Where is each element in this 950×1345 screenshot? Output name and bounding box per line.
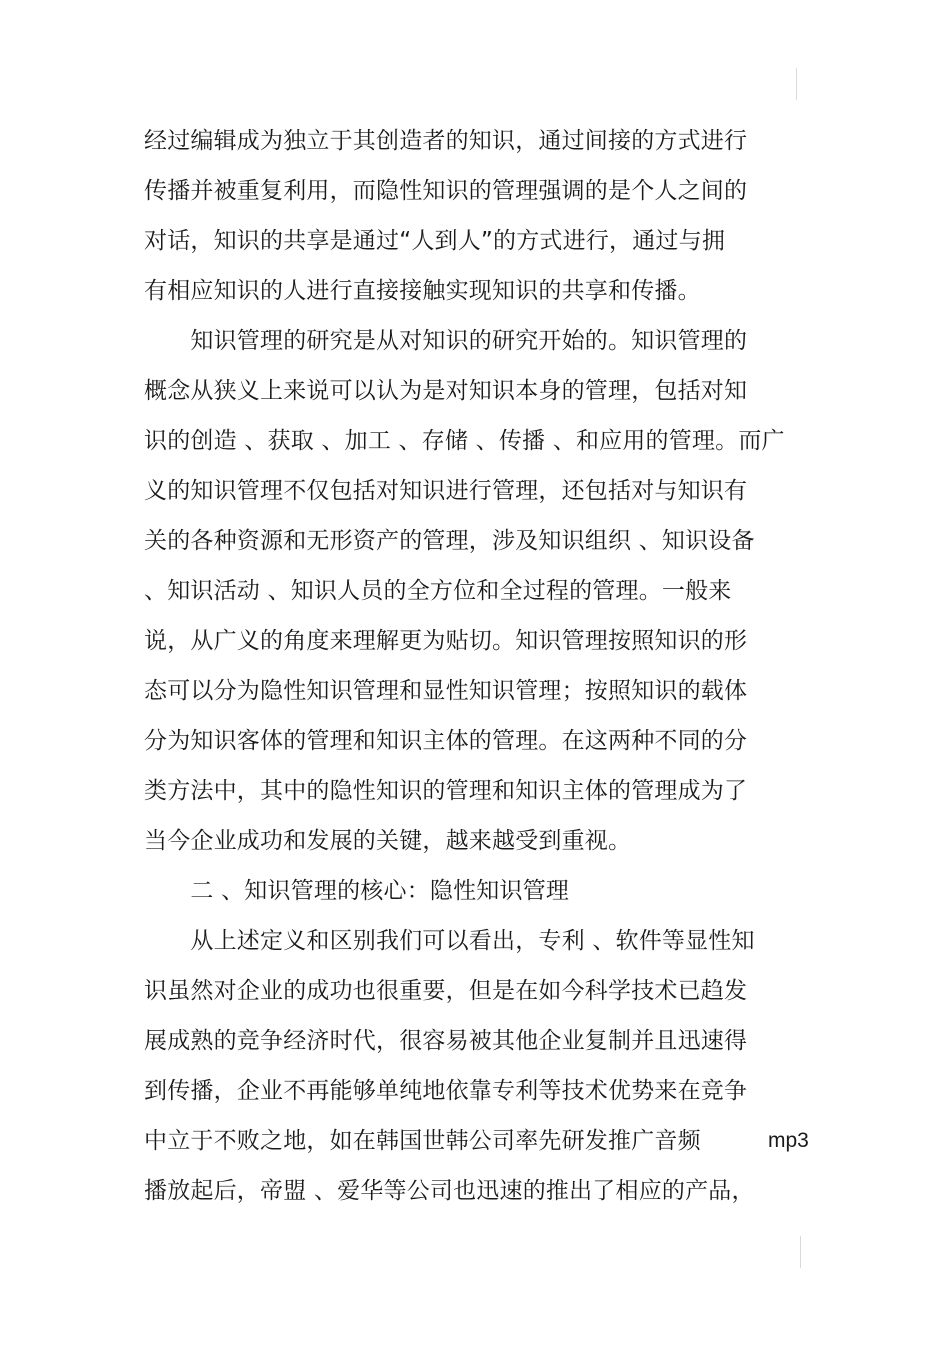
text-line: 播放起后，帝盟 、爱华等公司也迅速的推出了相应的产品， xyxy=(144,1178,755,1204)
section-heading: 二 、知识管理的核心：隐性知识管理 xyxy=(144,878,570,904)
text-line: 、知识活动 、知识人员的全方位和全过程的管理。一般来 xyxy=(144,578,732,604)
text-line: 知识管理的研究是从对知识的研究开始的。知识管理的 xyxy=(144,328,748,354)
text-line: 分为知识客体的管理和知识主体的管理。在这两种不同的分 xyxy=(144,728,748,754)
text-line: 中立于不败之地，如在韩国世韩公司率先研发推广音频 xyxy=(144,1128,701,1154)
text-line: 关的各种资源和无形资产的管理，涉及知识组织 、知识设备 xyxy=(144,528,755,554)
text-line: 当今企业成功和发展的关键，越来越受到重视。 xyxy=(144,828,632,854)
text-line: 经过编辑成为独立于其创造者的知识，通过间接的方式进行 xyxy=(144,128,748,154)
text-line: 态可以分为隐性知识管理和显性知识管理；按照知识的载体 xyxy=(144,678,748,704)
page-corner-mark-bottom xyxy=(800,1236,801,1268)
text-line: 有相应知识的人进行直接接触实现知识的共享和传播。 xyxy=(144,278,701,304)
side-text-mp3: mp3 xyxy=(768,1129,809,1152)
text-line: 识的创造 、获取 、加工 、存储 、传播 、和应用的管理。而广 xyxy=(144,428,785,454)
page-corner-mark-top xyxy=(796,68,797,100)
text-line: 传播并被重复利用，而隐性知识的管理强调的是个人之间的 xyxy=(144,178,748,204)
text-line: 义的知识管理不仅包括对知识进行管理，还包括对与知识有 xyxy=(144,478,748,504)
text-line: 展成熟的竞争经济时代，很容易被其他企业复制并且迅速得 xyxy=(144,1028,748,1054)
text-line: 识虽然对企业的成功也很重要，但是在如今科学技术已趋发 xyxy=(144,978,748,1004)
text-line: 概念从狭义上来说可以认为是对知识本身的管理，包括对知 xyxy=(144,378,748,404)
text-line: 对话，知识的共享是通过“人到人”的方式进行，通过与拥 xyxy=(144,228,726,254)
text-line: 类方法中，其中的隐性知识的管理和知识主体的管理成为了 xyxy=(144,778,748,804)
text-line: 到传播，企业不再能够单纯地依靠专利等技术优势来在竞争 xyxy=(144,1078,748,1104)
text-line: 从上述定义和区别我们可以看出，专利 、软件等显性知 xyxy=(144,928,755,954)
text-line: 说，从广义的角度来理解更为贴切。知识管理按照知识的形 xyxy=(144,628,748,654)
